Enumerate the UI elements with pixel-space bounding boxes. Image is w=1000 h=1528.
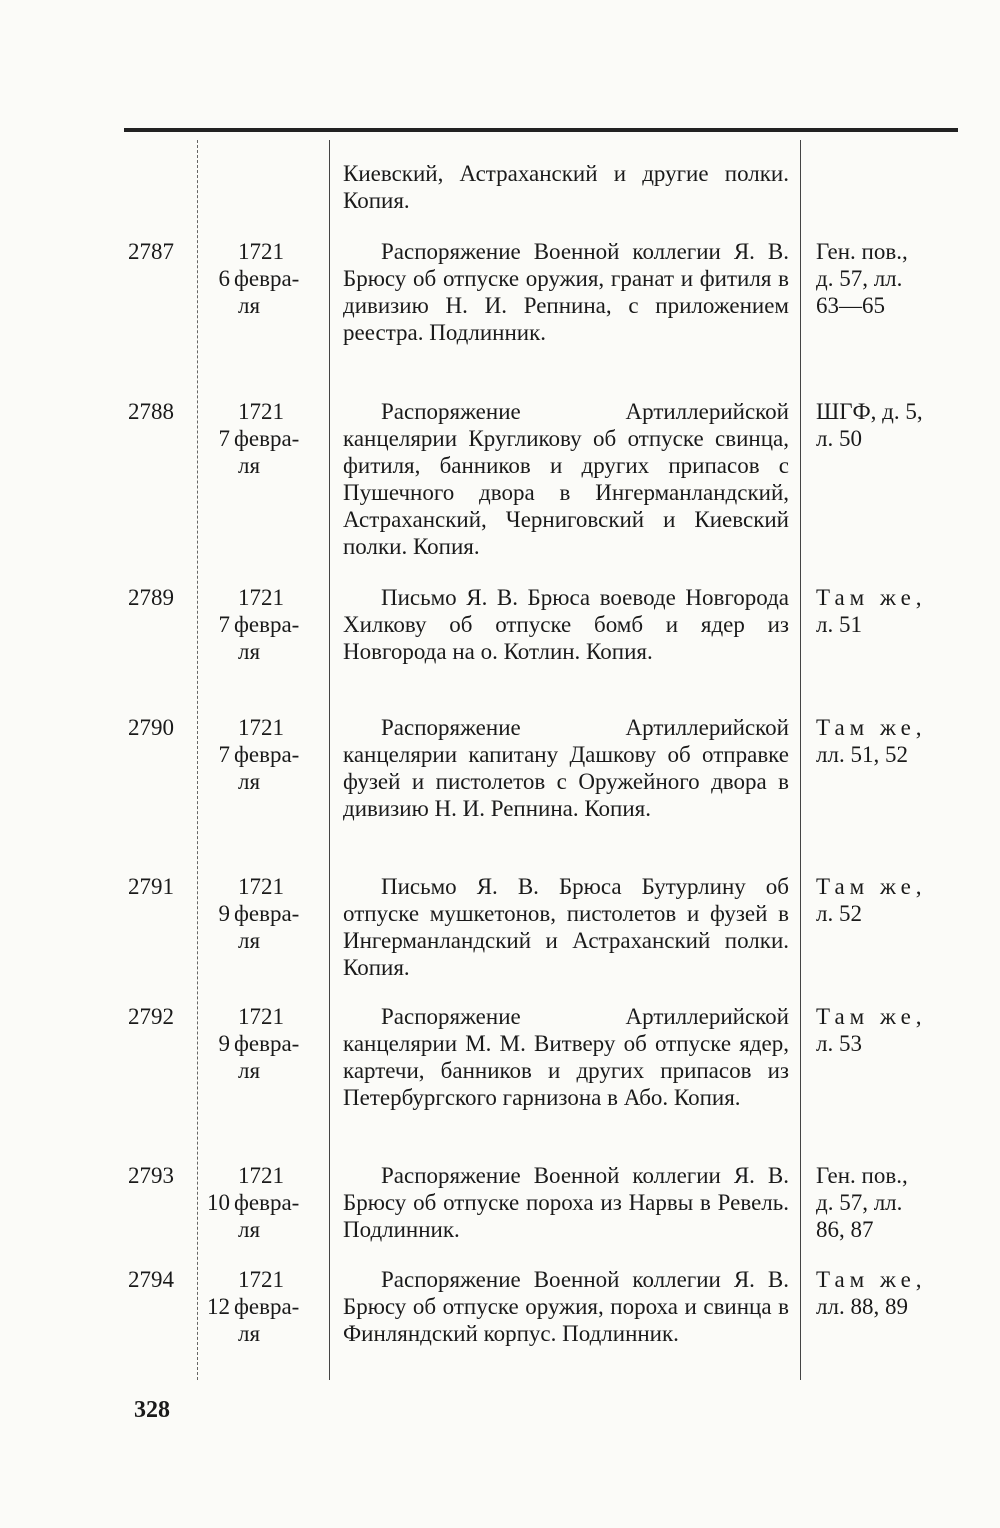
- page-number: 328: [134, 1397, 170, 1423]
- entry-month-suffix: ля: [238, 453, 261, 478]
- entry-month-suffix: ля: [238, 928, 261, 953]
- entry-day: 9: [218, 901, 230, 926]
- entry-month: февра-: [234, 266, 300, 291]
- entry-description: Письмо Я. В. Брюса Бутурлину об отпуске мушкетонов, пистолетов и фузей в Ингерманландский и Астраханский полки. Копия.: [343, 874, 789, 980]
- entry-month: февра-: [234, 426, 300, 451]
- entry-number: 2792: [128, 1004, 174, 1029]
- entry-date: [200, 584, 322, 665]
- column-divider-number: [197, 140, 198, 1380]
- entry-date: [200, 238, 322, 319]
- entry-source: Там же, л. 52: [816, 874, 927, 926]
- entry-day: 7: [218, 426, 230, 451]
- entry-description: Распоряжение Военной коллегии Я. В. Брюсу об отпуске оружия, пороха и свинца в Финляндский корпус. Подлинник.: [343, 1267, 789, 1346]
- column-divider-description: [800, 140, 801, 1380]
- entry-year: 1721: [238, 585, 284, 610]
- entry-description: Распоряжение Военной коллегии Я. В. Брюсу об отпуске пороха из Нарвы в Ревель. Подлинник.: [343, 1163, 789, 1242]
- entry-description: Распоряжение Артиллерийской канцелярии Кругликову об отпуске свинца, фитиля, банников и других припасов с Пушечного двора в Ингерманландский, Астраханский, Черниговский и Киевский полки. Копия.: [343, 399, 789, 559]
- entry-date: [200, 398, 322, 479]
- entry-source: Ген. пов., д. 57, лл. 86, 87: [816, 1163, 908, 1242]
- entry-month-suffix: ля: [238, 293, 261, 318]
- entry-month-suffix: ля: [238, 769, 261, 794]
- entry-description: Письмо Я. В. Брюса воеводе Новгорода Хилкову об отпуске бомб и ядер из Новгорода на о. Котлин. Копия.: [343, 585, 789, 664]
- entry-source: Ген. пов., д. 57, лл. 63—65: [816, 239, 908, 318]
- entry-year: 1721: [238, 1267, 284, 1292]
- entry-month: февра-: [234, 1190, 300, 1215]
- entry-number: 2791: [128, 874, 174, 899]
- entry-day: 6: [218, 266, 230, 291]
- entry-month: февра-: [234, 612, 300, 637]
- entry-month: февра-: [234, 742, 300, 767]
- entry-day: 10: [207, 1190, 230, 1215]
- entry-month: февра-: [234, 1031, 300, 1056]
- entry-date: [200, 714, 322, 795]
- entry-day: 12: [207, 1294, 230, 1319]
- entry-month-suffix: ля: [238, 1321, 261, 1346]
- entry-number: 2790: [128, 715, 174, 740]
- entry-month: февра-: [234, 1294, 300, 1319]
- entry-number: 2794: [128, 1267, 174, 1292]
- entry-date: [200, 1266, 322, 1347]
- entry-year: 1721: [238, 399, 284, 424]
- entry-source: Там же, лл. 88, 89: [816, 1267, 927, 1319]
- entry-number: 2788: [128, 399, 174, 424]
- entry-day: 7: [218, 612, 230, 637]
- continuation-text: Киевский, Астраханский и другие полки. Копия.: [343, 161, 789, 213]
- entry-source: Там же, лл. 51, 52: [816, 715, 927, 767]
- entry-year: 1721: [238, 1004, 284, 1029]
- entry-day: 7: [218, 742, 230, 767]
- entry-day: 9: [218, 1031, 230, 1056]
- entry-source: Там же, л. 51: [816, 585, 927, 637]
- entry-year: 1721: [238, 1163, 284, 1188]
- entry-description: Распоряжение Артиллерийской канцелярии М. М. Витверу об отпуске ядер, картечи, банников и других припасов из Петербургского гарнизона в Або. Копия.: [343, 1004, 789, 1110]
- entry-number: 2789: [128, 585, 174, 610]
- entry-source: Там же, л. 53: [816, 1004, 927, 1056]
- entry-date: [200, 1162, 322, 1243]
- top-rule: [124, 128, 958, 132]
- entry-year: 1721: [238, 239, 284, 264]
- entry-description: Распоряжение Военной коллегии Я. В. Брюсу об отпуске оружия, гранат и фитиля в дивизию Н. И. Репнина, с приложением реестра. Подлинник.: [343, 239, 789, 345]
- column-divider-date: [329, 140, 330, 1380]
- entry-year: 1721: [238, 874, 284, 899]
- entry-year: 1721: [238, 715, 284, 740]
- entry-month-suffix: ля: [238, 1217, 261, 1242]
- entry-number: 2793: [128, 1163, 174, 1188]
- entry-month: февра-: [234, 901, 300, 926]
- entry-month-suffix: ля: [238, 639, 261, 664]
- entry-description: Распоряжение Артиллерийской канцелярии капитану Дашкову об отправке фузей и пистолетов с Оружейного двора в дивизию Н. И. Репнина. Копия.: [343, 715, 789, 821]
- entry-source: ШГФ, д. 5, л. 50: [816, 399, 923, 451]
- entry-number: 2787: [128, 239, 174, 264]
- entry-month-suffix: ля: [238, 1058, 261, 1083]
- entry-date: [200, 873, 322, 954]
- entry-date: [200, 1003, 322, 1084]
